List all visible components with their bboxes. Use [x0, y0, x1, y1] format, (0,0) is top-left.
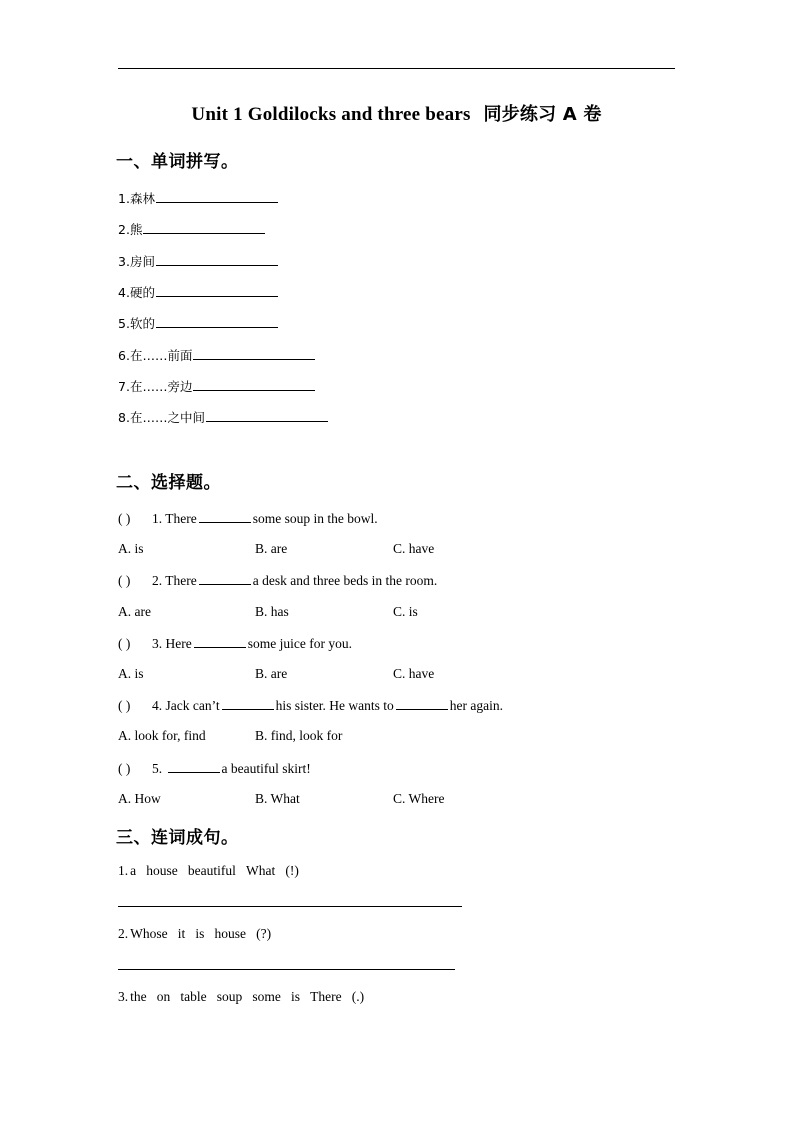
- word-order-gap: [136, 863, 146, 878]
- mc-option-key: A.: [118, 790, 132, 806]
- mc-option-key: A.: [118, 603, 132, 619]
- word-order-token: house: [214, 926, 247, 941]
- mc-inline-blank[interactable]: [168, 760, 220, 773]
- mc-question-number: 2.: [152, 573, 163, 589]
- spelling-item-label: 1.: [118, 191, 130, 206]
- word-order-token: table: [180, 989, 207, 1004]
- word-order-gap: [242, 989, 252, 1004]
- page-title-chinese: [471, 104, 484, 125]
- spelling-item-prompt: 在……旁边: [129, 378, 193, 394]
- mc-stem-after: some juice for you.: [247, 635, 352, 651]
- mc-question-number: 4.: [152, 698, 163, 714]
- word-order-token: What: [245, 863, 276, 878]
- mc-option[interactable]: [393, 666, 434, 682]
- page-title: [118, 100, 675, 126]
- mc-option-text: is: [134, 666, 144, 681]
- word-order-token: (.): [351, 989, 365, 1004]
- mc-option-key: A.: [118, 541, 132, 557]
- mc-option-key: B.: [255, 728, 268, 744]
- spelling-item: [118, 408, 328, 427]
- mc-option-key: B.: [255, 541, 268, 557]
- spelling-item-prompt: 软的: [129, 316, 155, 332]
- mc-stem-middle: his sister. He wants to: [275, 698, 394, 714]
- mc-answer-box[interactable]: ( ): [118, 698, 131, 714]
- mc-option[interactable]: [393, 604, 418, 620]
- word-order-gap: [281, 989, 291, 1004]
- spelling-item: [118, 283, 278, 302]
- word-order-item: [118, 989, 364, 1005]
- mc-answer-box[interactable]: ( ): [118, 511, 131, 526]
- mc-option-text: find, look for: [270, 728, 343, 744]
- mc-option[interactable]: [255, 541, 287, 557]
- spelling-item: [118, 346, 315, 365]
- spelling-item: [118, 377, 315, 396]
- mc-stem-before: Jack can’t: [165, 698, 220, 714]
- word-order-token: (?): [256, 926, 272, 941]
- spelling-item: [118, 220, 265, 239]
- spelling-item: [118, 314, 278, 333]
- mc-inline-blank[interactable]: [194, 635, 246, 648]
- spelling-item: [118, 189, 278, 208]
- spelling-item-prompt: 熊: [129, 222, 143, 238]
- mc-option[interactable]: [255, 728, 342, 744]
- spelling-item-label: 3.: [118, 253, 130, 269]
- mc-option-text: are: [270, 666, 288, 681]
- mc-option-text: Where: [408, 790, 445, 806]
- mc-option[interactable]: [393, 541, 434, 557]
- mc-option[interactable]: [118, 791, 161, 807]
- word-order-answer-line[interactable]: [118, 906, 462, 907]
- mc-option-key: B.: [255, 603, 268, 619]
- word-order-gap: [300, 989, 310, 1004]
- mc-stem-before: Here: [165, 635, 192, 651]
- mc-question: [118, 572, 437, 589]
- mc-inline-blank[interactable]: [396, 697, 448, 710]
- mc-stem-after: some soup in the bowl.: [252, 511, 378, 526]
- word-order-number: 2.: [118, 926, 129, 941]
- mc-question: [118, 697, 503, 714]
- word-order-gap: [178, 863, 188, 878]
- word-order-token: beautiful: [187, 863, 236, 878]
- header-rule: [118, 68, 675, 69]
- section-heading-multiple-choice: 二、选择题。: [116, 473, 221, 493]
- word-order-token: soup: [216, 989, 243, 1004]
- word-order-answer-line[interactable]: [118, 969, 455, 970]
- spelling-item: [118, 252, 278, 271]
- word-order-number: 3.: [118, 989, 129, 1004]
- mc-stem-before: There: [165, 511, 197, 526]
- word-order-token: on: [156, 989, 171, 1004]
- spelling-item-label: 7.: [118, 378, 130, 394]
- spelling-answer-blank[interactable]: [156, 252, 278, 266]
- spelling-item-label: 2.: [118, 222, 130, 238]
- word-order-token: house: [146, 863, 178, 878]
- word-order-token: is: [195, 926, 205, 941]
- spelling-answer-blank[interactable]: [206, 408, 328, 422]
- page-title-english: Unit 1 Goldilocks and three bears: [191, 104, 471, 125]
- word-order-item: [118, 863, 299, 879]
- word-order-gap: [207, 989, 217, 1004]
- mc-option[interactable]: [255, 666, 287, 682]
- mc-answer-box[interactable]: ( ): [118, 573, 131, 589]
- mc-option[interactable]: [393, 791, 445, 807]
- spelling-answer-blank[interactable]: [193, 346, 315, 360]
- mc-answer-box[interactable]: ( ): [118, 635, 131, 651]
- word-order-item: [118, 926, 271, 942]
- mc-option-text: is: [134, 541, 144, 557]
- mc-option[interactable]: [118, 541, 144, 557]
- word-order-gap: [342, 989, 352, 1004]
- mc-option[interactable]: [118, 666, 144, 682]
- mc-option-text: are: [270, 541, 288, 557]
- mc-inline-blank[interactable]: [199, 510, 251, 523]
- word-order-gap: [236, 863, 246, 878]
- word-order-token: (!): [285, 863, 299, 878]
- mc-option-text: What: [270, 790, 300, 806]
- mc-question: [118, 510, 378, 527]
- mc-option-key: A.: [118, 666, 132, 681]
- word-order-token: Whose: [130, 926, 168, 941]
- mc-stem-after: a desk and three beds in the room.: [252, 573, 438, 589]
- mc-option-key: B.: [255, 790, 268, 806]
- mc-option-key: C.: [393, 666, 406, 681]
- mc-inline-blank[interactable]: [199, 572, 251, 585]
- mc-option[interactable]: [118, 728, 206, 744]
- word-order-token: some: [252, 989, 281, 1004]
- spelling-item-label: 5.: [118, 316, 130, 332]
- mc-stem-after: a beautiful skirt!: [221, 760, 311, 776]
- mc-option[interactable]: [255, 604, 289, 620]
- mc-question-number: 3.: [152, 635, 163, 651]
- spelling-answer-blank[interactable]: [156, 283, 278, 297]
- word-order-token: a: [130, 863, 137, 878]
- section-heading-spelling: 一、单词拼写。: [116, 152, 239, 172]
- mc-stem-before: There: [165, 573, 197, 589]
- mc-option-text: have: [408, 541, 435, 557]
- word-order-gap: [168, 926, 178, 941]
- mc-option-text: How: [134, 790, 161, 806]
- word-order-gap: [185, 926, 195, 941]
- mc-option[interactable]: [255, 791, 300, 807]
- mc-option[interactable]: [118, 604, 151, 620]
- word-order-gap: [147, 989, 157, 1004]
- mc-question: [118, 635, 352, 652]
- spelling-item-prompt: 在……之中间: [129, 410, 205, 426]
- spelling-item-prompt: 房间: [129, 253, 155, 269]
- word-order-gap: [204, 926, 214, 941]
- word-order-token: it: [177, 926, 186, 941]
- mc-inline-blank[interactable]: [222, 697, 274, 710]
- spelling-item-prompt: 硬的: [129, 284, 155, 300]
- mc-option-text: have: [408, 666, 435, 681]
- spelling-answer-blank[interactable]: [156, 314, 278, 328]
- word-order-gap: [246, 926, 256, 941]
- mc-option-key: C.: [393, 541, 406, 557]
- spelling-item-prompt: 在……前面: [129, 347, 193, 363]
- spelling-answer-blank[interactable]: [193, 377, 315, 391]
- mc-option-text: is: [408, 603, 418, 619]
- word-order-token: the: [130, 989, 147, 1004]
- word-order-token: There: [310, 989, 342, 1004]
- mc-option-key: A.: [118, 728, 132, 744]
- mc-option-key: C.: [393, 603, 406, 619]
- page-title-chinese-text: 同步练习 A 卷: [483, 104, 602, 125]
- spelling-item-label: 4.: [118, 284, 130, 300]
- word-order-gap: [170, 989, 180, 1004]
- section-heading-word-order: 三、连词成句。: [116, 828, 239, 848]
- spelling-item-prompt: 森林: [129, 191, 155, 206]
- mc-option-key: B.: [255, 666, 268, 681]
- spelling-item-label: 6.: [118, 347, 130, 363]
- word-order-number: 1.: [118, 863, 129, 878]
- mc-question: [118, 760, 311, 777]
- mc-answer-box[interactable]: ( ): [118, 760, 131, 776]
- mc-option-text: has: [270, 603, 289, 619]
- mc-question-number: 5.: [152, 760, 163, 776]
- word-order-token: is: [291, 989, 301, 1004]
- mc-question-number: 1.: [152, 511, 163, 526]
- spelling-answer-blank[interactable]: [143, 220, 265, 234]
- mc-option-key: C.: [393, 790, 406, 806]
- spelling-item-label: 8.: [118, 410, 130, 426]
- mc-stem-after: her again.: [449, 698, 503, 714]
- mc-option-text: are: [134, 603, 151, 619]
- spelling-answer-blank[interactable]: [156, 189, 278, 203]
- mc-option-text: look for, find: [134, 728, 206, 744]
- word-order-gap: [275, 863, 285, 878]
